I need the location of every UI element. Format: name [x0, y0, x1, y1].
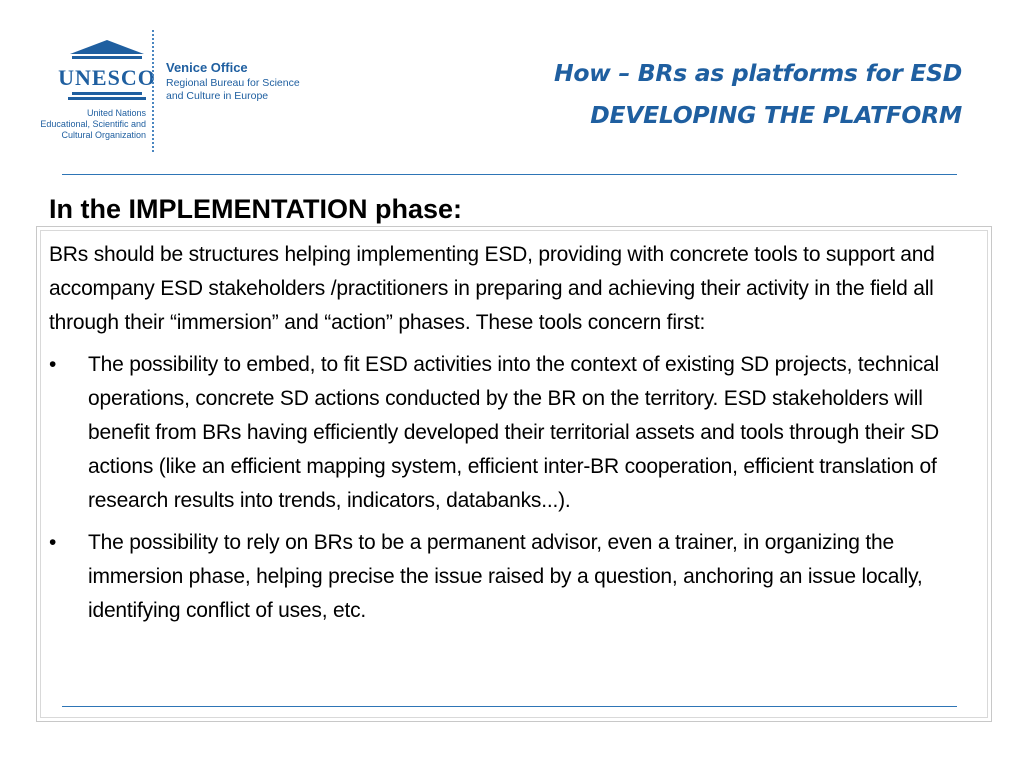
slide-title-line-1: How – BRs as platforms for ESD	[553, 59, 962, 87]
bullet-text: The possibility to embed, to fit ESD activities into the context of existing SD projects, technical operations, concrete SD actions conducted by the BR on the territory. ESD stakeholders will benefit from BRs having efficiently developed their territorial assets and tools through their SD actions (like an efficient mapping system, efficient inter-BR cooperation, efficient translation of research results into trends, indicators, databanks...).	[88, 353, 940, 512]
office-sub-line-2: and Culture in Europe	[166, 90, 269, 102]
office-sub-line-1: Regional Bureau for Science	[166, 77, 300, 89]
office-name: Venice Office	[166, 60, 248, 75]
top-divider	[62, 174, 957, 175]
office-subtitle	[166, 77, 300, 103]
intro-paragraph: BRs should be structures helping implementing ESD, providing with concrete tools to support and accompany ESD stakeholders /practitioners in preparing and achieving their activity in the field all through their “immersion” and “action” phases. These tools concern first:	[49, 243, 935, 334]
bullet-item	[49, 348, 979, 518]
un-line-3: Cultural Organization	[61, 130, 146, 140]
bullet-list	[49, 348, 979, 628]
unesco-temple-icon	[58, 38, 156, 104]
bullet-text: The possibility to rely on BRs to be a permanent advisor, even a trainer, in organizing the immersion phase, helping precise the issue raised by a question, anchoring an issue locally, identifying conflict of uses, etc.	[88, 531, 923, 622]
un-line-2: Educational, Scientific and	[40, 119, 146, 129]
un-organization-name	[28, 108, 146, 141]
unesco-lettering: UNESCO	[58, 65, 156, 90]
section-heading: In the IMPLEMENTATION phase:	[49, 194, 466, 225]
un-line-1: United Nations	[86, 108, 146, 118]
content-body	[49, 238, 979, 636]
unesco-logo	[28, 28, 328, 153]
slide-title-line-2: DEVELOPING THE PLATFORM	[590, 101, 962, 129]
bullet-marker: •	[49, 353, 57, 376]
bullet-item	[49, 526, 979, 628]
bullet-marker: •	[49, 531, 57, 554]
bottom-divider	[62, 706, 957, 707]
slide-title	[554, 52, 962, 136]
logo-divider	[152, 30, 154, 152]
